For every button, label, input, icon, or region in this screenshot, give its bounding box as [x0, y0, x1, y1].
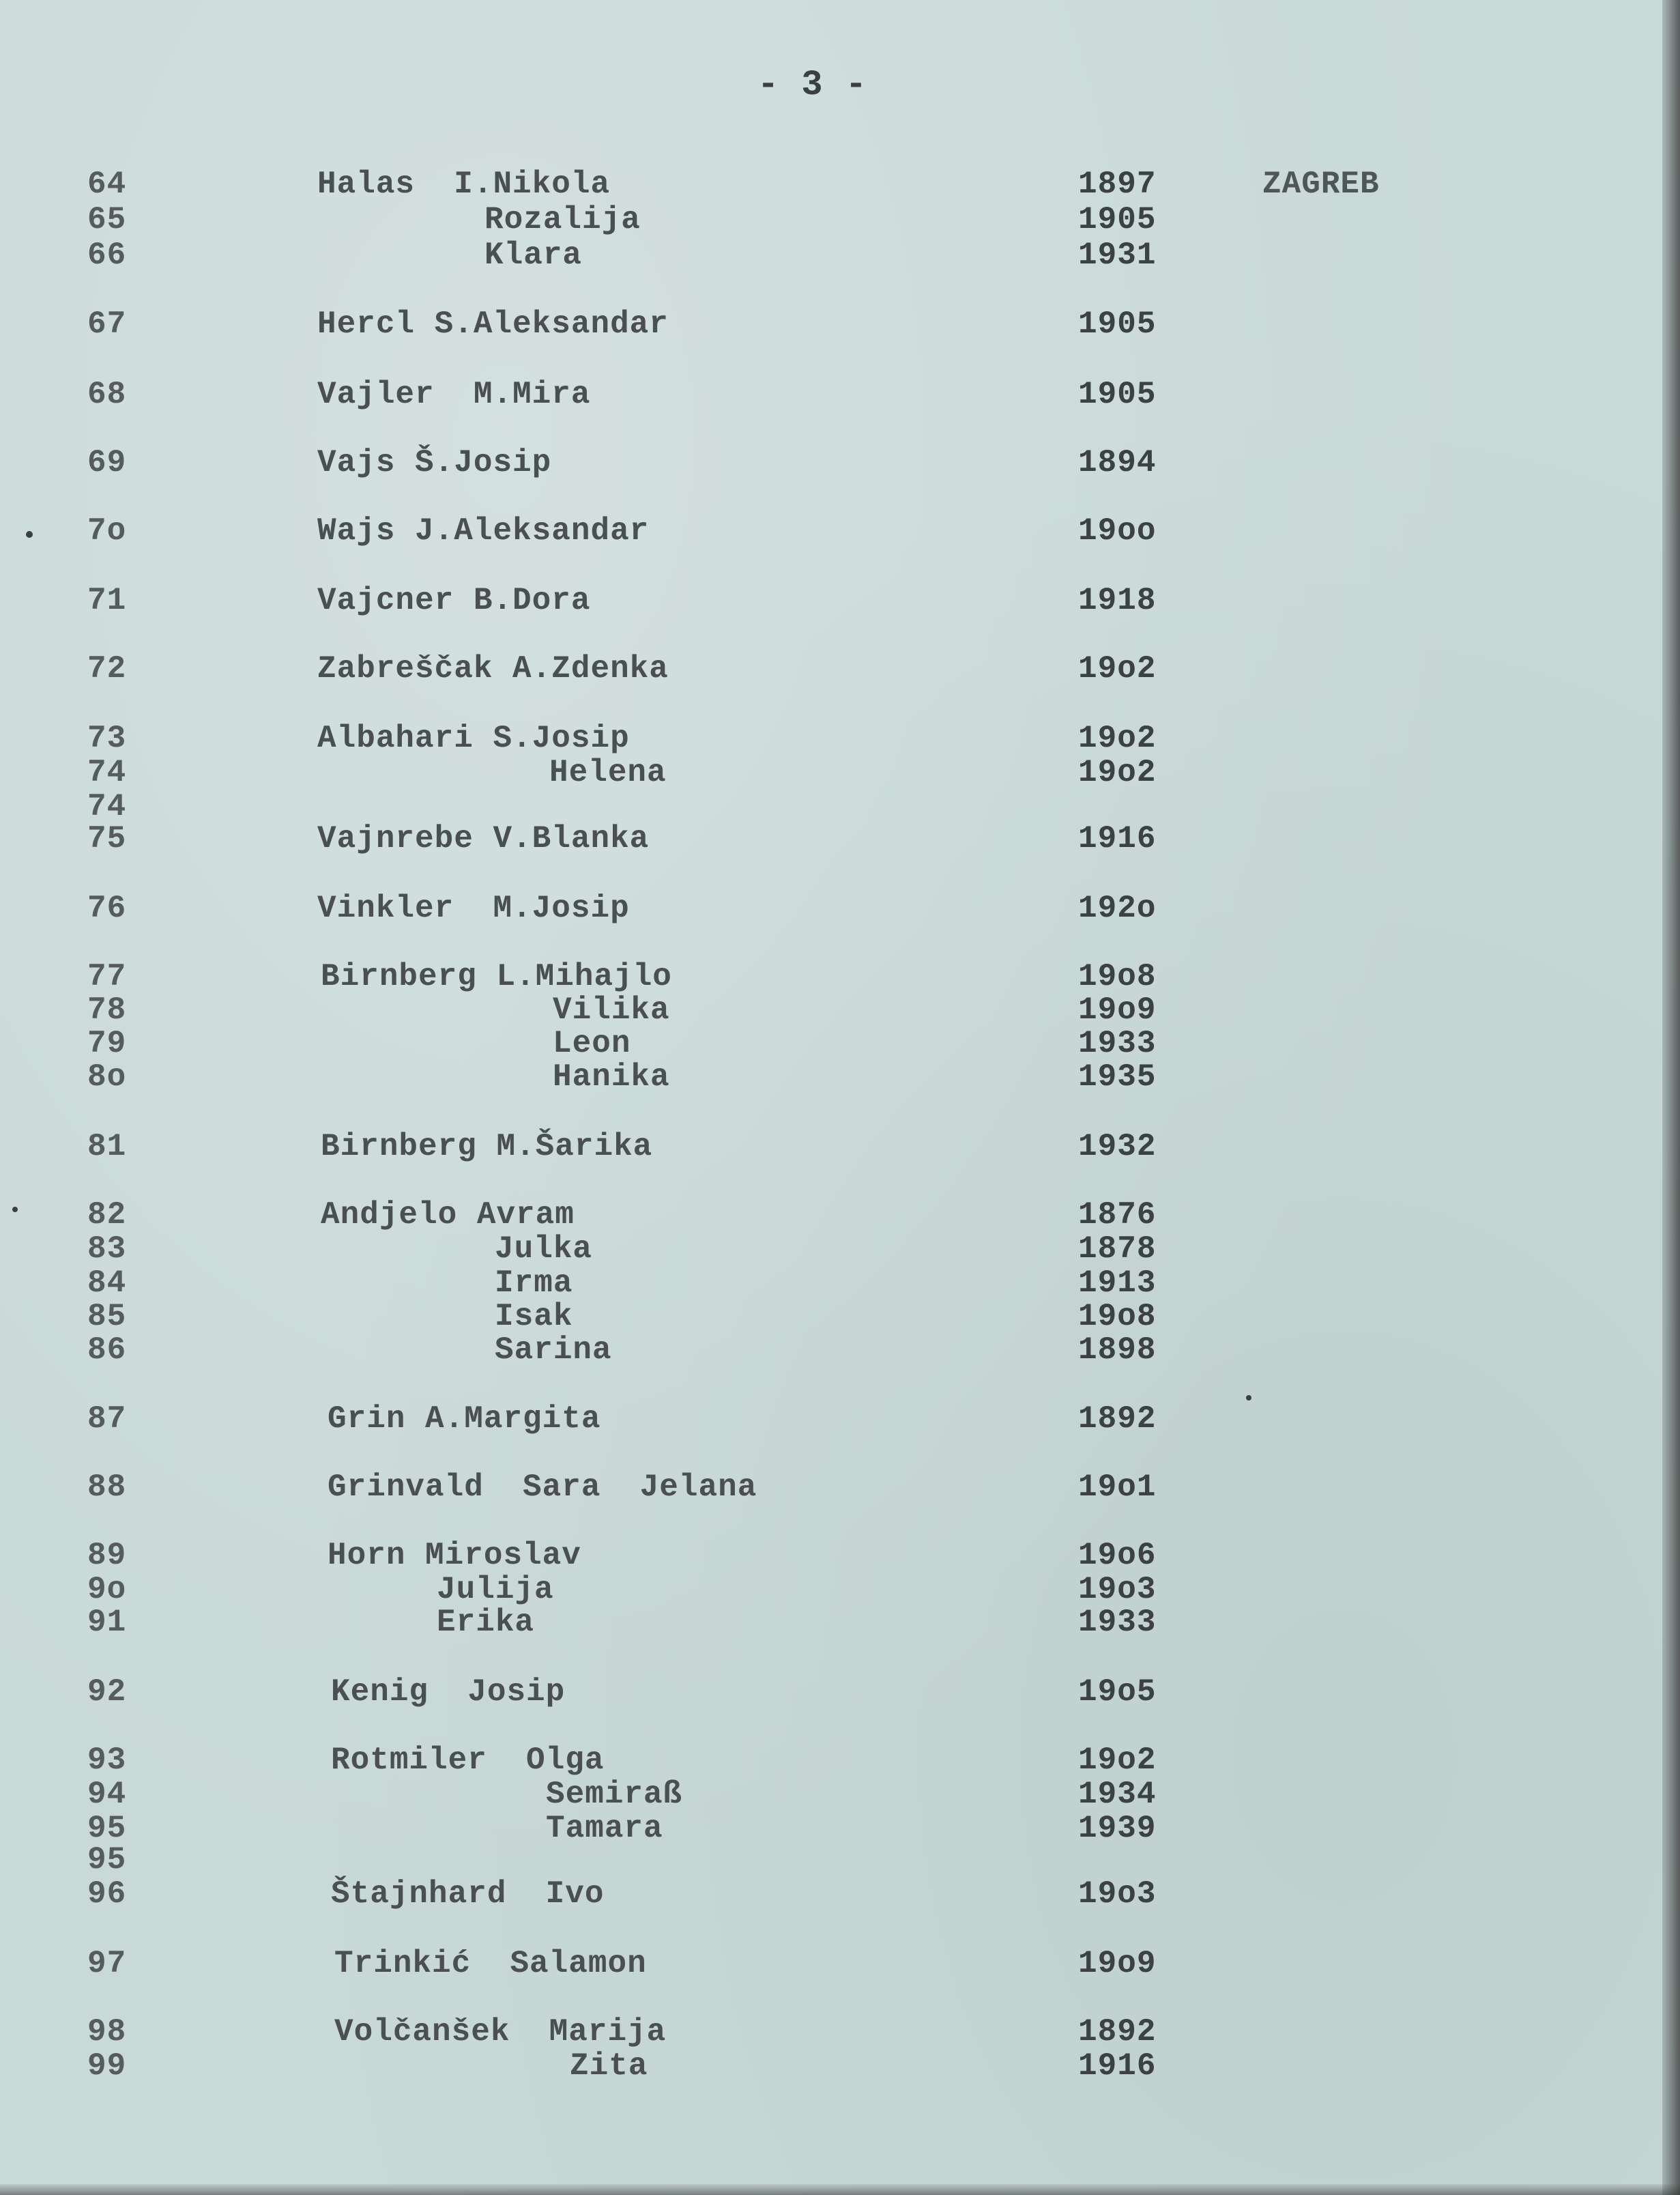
list-row: [0, 1470, 1680, 1504]
row-number: 77: [87, 959, 127, 994]
birth-year: 1905: [1078, 377, 1157, 412]
person-name: Horn Miroslav: [328, 1538, 581, 1573]
list-row: [0, 1843, 1680, 1877]
row-number: 95: [87, 1842, 127, 1878]
list-row: [0, 238, 1680, 272]
person-name: Erika: [437, 1605, 535, 1640]
birth-year: 19oo: [1078, 513, 1157, 549]
list-row: [0, 993, 1680, 1027]
row-number: 91: [87, 1605, 127, 1640]
person-name: Albahari S.Josip: [317, 721, 630, 756]
birth-year: 1931: [1078, 238, 1157, 273]
row-number: 94: [87, 1777, 127, 1812]
row-number: 95: [87, 1811, 127, 1846]
birth-year: 19o3: [1078, 1876, 1157, 1912]
birth-year: 1913: [1078, 1265, 1157, 1301]
person-name: Klara: [484, 238, 583, 273]
row-number: 88: [87, 1469, 127, 1505]
person-name: Julka: [495, 1231, 593, 1267]
person-name: Sarina: [495, 1332, 612, 1368]
row-number: 74: [87, 755, 127, 790]
birth-year: 19o8: [1078, 1299, 1157, 1334]
page-bottom-shadow: [0, 2184, 1680, 2195]
row-number: 9o: [87, 1572, 127, 1607]
birth-year: 192o: [1078, 891, 1157, 926]
birth-year: 1933: [1078, 1026, 1157, 1061]
list-row: [0, 1060, 1680, 1094]
list-row: [0, 822, 1680, 856]
person-name: Vilika: [553, 992, 670, 1028]
birth-year: 19o2: [1078, 651, 1157, 687]
person-name: Semiraß: [546, 1777, 683, 1812]
row-number: 74: [87, 789, 127, 824]
birth-year: 1897: [1078, 167, 1157, 202]
row-number: 84: [87, 1265, 127, 1301]
row-number: 76: [87, 891, 127, 926]
person-name: Birnberg M.Šarika: [321, 1129, 653, 1164]
row-number: 82: [87, 1197, 127, 1233]
birth-year: 1934: [1078, 1777, 1157, 1812]
list-row: [0, 584, 1680, 618]
row-number: 71: [87, 583, 127, 618]
ink-dot: [1246, 1395, 1251, 1401]
birth-year: 1898: [1078, 1332, 1157, 1368]
person-name: Vajcner B.Dora: [317, 583, 591, 618]
person-name: Hanika: [553, 1059, 670, 1095]
person-name: Wajs J.Aleksandar: [317, 513, 650, 549]
row-number: 7o: [87, 513, 127, 549]
birth-year: 19o8: [1078, 959, 1157, 994]
list-row: [0, 446, 1680, 480]
person-name: Grin A.Margita: [328, 1401, 601, 1437]
person-name: Volčanšek Marija: [334, 2014, 667, 2050]
row-number: 78: [87, 992, 127, 1028]
person-name: Zabreščak A.Zdenka: [317, 651, 669, 687]
list-row: [0, 1130, 1680, 1164]
row-number: 92: [87, 1674, 127, 1710]
list-row: [0, 1266, 1680, 1300]
list-row: [0, 1675, 1680, 1709]
row-number: 8o: [87, 1059, 127, 1095]
list-row: [0, 652, 1680, 686]
list-row: [0, 1198, 1680, 1232]
birth-year: 1933: [1078, 1605, 1157, 1640]
row-number: 98: [87, 2014, 127, 2050]
person-name: Grinvald Sara Jelana: [328, 1469, 757, 1505]
list-row: [0, 203, 1680, 237]
city-label: ZAGREB: [1262, 167, 1380, 202]
person-name: Zita: [570, 2048, 648, 2084]
list-row: [0, 1777, 1680, 1811]
row-number: 96: [87, 1876, 127, 1912]
birth-year: 19o5: [1078, 1674, 1157, 1710]
person-name: Štajnhard Ivo: [331, 1876, 605, 1912]
list-row: [0, 1232, 1680, 1266]
person-name: Leon: [553, 1026, 631, 1061]
row-number: 66: [87, 238, 127, 273]
person-name: Vinkler M.Josip: [317, 891, 630, 926]
page-edge-shadow: [1662, 0, 1680, 2195]
row-number: 97: [87, 1946, 127, 1981]
birth-year: 1905: [1078, 306, 1157, 342]
list-row: [0, 721, 1680, 756]
list-row: [0, 377, 1680, 412]
birth-year: 1918: [1078, 583, 1157, 618]
birth-year: 1939: [1078, 1811, 1157, 1846]
birth-year: 1932: [1078, 1129, 1157, 1164]
birth-year: 1935: [1078, 1059, 1157, 1095]
birth-year: 19o9: [1078, 1946, 1157, 1981]
person-name: Isak: [495, 1299, 573, 1334]
person-name: Julija: [437, 1572, 554, 1607]
row-number: 99: [87, 2048, 127, 2084]
birth-year: 19o1: [1078, 1469, 1157, 1505]
person-name: Andjelo Avram: [321, 1197, 575, 1233]
birth-year: 19o6: [1078, 1538, 1157, 1573]
person-name: Vajler M.Mira: [317, 377, 591, 412]
person-name: Irma: [495, 1265, 573, 1301]
list-row: [0, 1402, 1680, 1436]
row-number: 65: [87, 202, 127, 238]
row-number: 83: [87, 1231, 127, 1267]
birth-year: 1916: [1078, 2048, 1157, 2084]
birth-year: 19o2: [1078, 721, 1157, 756]
list-row: [0, 790, 1680, 824]
list-row: [0, 1605, 1680, 1639]
person-name: Kenig Josip: [331, 1674, 566, 1710]
birth-year: 1876: [1078, 1197, 1157, 1233]
birth-year: 19o9: [1078, 992, 1157, 1028]
list-row: [0, 960, 1680, 994]
row-number: 75: [87, 821, 127, 857]
row-number: 72: [87, 651, 127, 687]
person-name: Hercl S.Aleksandar: [317, 306, 669, 342]
birth-year: 1892: [1078, 1401, 1157, 1437]
list-row: [0, 2015, 1680, 2049]
row-number: 86: [87, 1332, 127, 1368]
list-row: [0, 1573, 1680, 1607]
row-number: 64: [87, 167, 127, 202]
person-name: Trinkić Salamon: [334, 1946, 647, 1981]
person-name: Vajnrebe V.Blanka: [317, 821, 650, 857]
person-name: Tamara: [546, 1811, 663, 1846]
row-number: 68: [87, 377, 127, 412]
list-row: [0, 1333, 1680, 1367]
birth-year: 1905: [1078, 202, 1157, 238]
birth-year: 1894: [1078, 445, 1157, 480]
list-row: [0, 2049, 1680, 2083]
row-number: 89: [87, 1538, 127, 1573]
row-number: 73: [87, 721, 127, 756]
birth-year: 19o2: [1078, 1742, 1157, 1778]
list-row: [0, 514, 1680, 548]
person-name: Helena: [549, 755, 667, 790]
person-name: Vajs Š.Josip: [317, 445, 552, 480]
list-row: [0, 1947, 1680, 1981]
person-name: Birnberg L.Mihajlo: [321, 959, 672, 994]
list-row: [0, 891, 1680, 926]
row-number: 79: [87, 1026, 127, 1061]
list-row: [0, 1300, 1680, 1334]
birth-year: 1916: [1078, 821, 1157, 857]
row-number: 67: [87, 306, 127, 342]
list-row: [0, 756, 1680, 790]
list-row: [0, 1877, 1680, 1911]
birth-year: 19o2: [1078, 755, 1157, 790]
page-number: - 3 -: [757, 65, 868, 105]
person-name: Rotmiler Olga: [331, 1742, 605, 1778]
list-row: [0, 1743, 1680, 1777]
list-row: [0, 307, 1680, 341]
row-number: 87: [87, 1401, 127, 1437]
birth-year: 19o3: [1078, 1572, 1157, 1607]
list-row: [0, 167, 1680, 201]
birth-year: 1892: [1078, 2014, 1157, 2050]
row-number: 81: [87, 1129, 127, 1164]
list-row: [0, 1811, 1680, 1846]
birth-year: 1878: [1078, 1231, 1157, 1267]
list-row: [0, 1538, 1680, 1573]
row-number: 85: [87, 1299, 127, 1334]
row-number: 69: [87, 445, 127, 480]
person-name: Halas I.Nikola: [317, 167, 611, 202]
list-row: [0, 1027, 1680, 1061]
person-name: Rozalija: [484, 202, 641, 238]
row-number: 93: [87, 1742, 127, 1778]
